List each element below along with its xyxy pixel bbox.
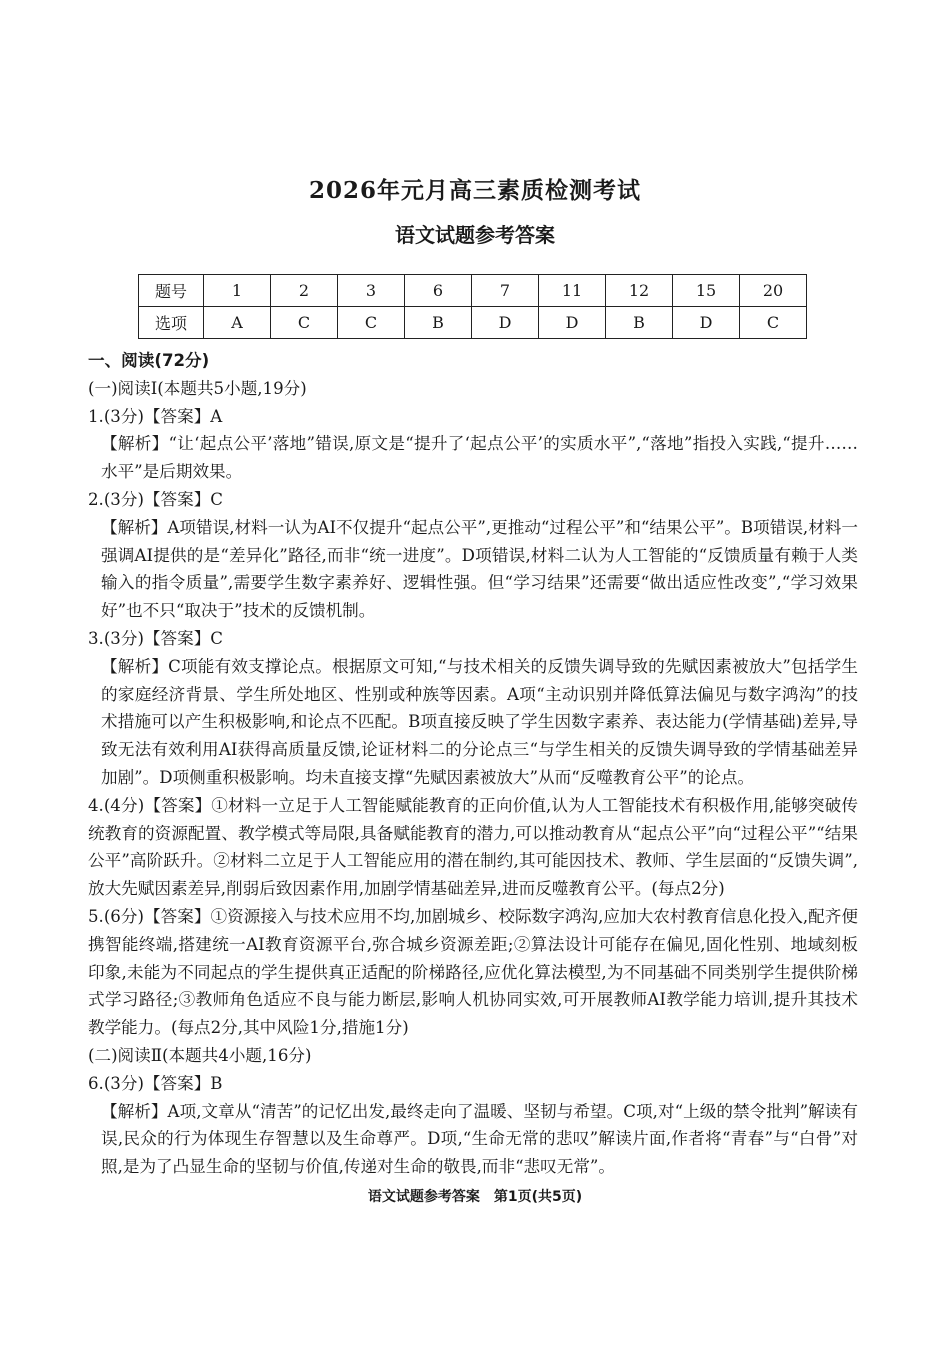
question-number-cell: 2 — [271, 275, 338, 307]
question-line: 1.(3分)【答案】A — [88, 406, 223, 426]
question-number-cell: 6 — [405, 275, 472, 307]
question-line: 2.(3分)【答案】C — [88, 489, 224, 509]
question-number-cell: 1 — [204, 275, 271, 307]
explanation-paragraph: 【解析】A项错误,材料一认为AI不仅提升“起点公平”,更推动“过程公平”和“结果公平”。B项错误,材料一强调AI提供的是“差异化”路径,而非“统一进度”。D项错误,材料二认为人工智能的“反馈质量有赖于人类输入的指令质量”,需要学生数字素养好、逻辑性强。但“学习结果”还需要“做出适应性改变”,“学习效果好”也不只“取决于”技术的反馈机制。 — [101, 517, 858, 621]
explanation-paragraph: 【解析】“让‘起点公平’落地”错误,原文是“提升了‘起点公平’的实质水平”,“落地”指投入实践,“提升……水平”是后期效果。 — [101, 434, 858, 482]
answer-choice-cell: B — [606, 307, 673, 339]
answer-body — [88, 347, 858, 1181]
explanation-paragraph: 【解析】C项能有效支撑论点。根据原文可知,“与技术相关的反馈失调导致的先赋因素被放大”包括学生的家庭经济背景、学生所处地区、性别或种族等因素。A项“主动识别并降低算法偏见与数字鸿沟”的技术措施可以产生积极影响,和论点不匹配。B项直接反映了学生因数字素养、表达能力(学情基础)差异,导致无法有效利用AI获得高质量反馈,论证材料二的分论点三“与学生相关的反馈失调导致的学情基础差异加剧”。D项侧重积极影响。均未直接支撑“先赋因素被放大”从而“反噬教育公平”的论点。 — [101, 656, 858, 787]
row-label: 题号 — [139, 275, 204, 307]
question-line: 5.(6分)【答案】①资源接入与技术应用不均,加剧城乡、校际数字鸿沟,应加大农村教育信息化投入,配齐便携智能终端,搭建统一AI教育资源平台,弥合城乡资源差距;②算法设计可能存在偏见,固化性别、地域刻板印象,未能为不同起点的学生提供真正适配的阶梯路径,应优化算法模型,为不同基础不同类别学生提供阶梯式学习路径;③教师角色适应不良与能力断层,影响人机协同实效,可开展教师AI教学能力培训,提升其技术教学能力。(每点2分,其中风险1分,措施1分) — [88, 906, 858, 1038]
explanation-paragraph: 【解析】A项,文章从“清苦”的记忆出发,最终走向了温暖、坚韧与希望。C项,对“上级的禁令批判”解读有误,民众的行为体现生存智慧以及生命尊严。D项,“生命无常的悲叹”解读片面,作者将“青春”与“白骨”对照,是为了凸显生命的坚韧与价值,传递对生命的敬畏,而非“悲叹无常”。 — [101, 1101, 858, 1177]
question-number-cell: 7 — [472, 275, 539, 307]
document-subtitle: 语文试题参考答案 — [395, 223, 555, 247]
question-line: (一)阅读Ⅰ(本题共5小题,19分) — [88, 378, 307, 398]
answer-table-row-numbers — [139, 275, 807, 307]
question-number-cell: 11 — [539, 275, 606, 307]
answer-table-row-choices — [139, 307, 807, 339]
answer-choice-cell: C — [740, 307, 807, 339]
document-title: 2026年元月高三素质检测考试 — [308, 177, 641, 204]
section-heading: 一、阅读(72分) — [88, 351, 210, 370]
question-number-cell: 12 — [606, 275, 673, 307]
question-line: 6.(3分)【答案】B — [88, 1073, 223, 1093]
answer-choice-cell: C — [338, 307, 405, 339]
question-number-cell: 3 — [338, 275, 405, 307]
question-line: 4.(4分)【答案】①材料一立足于人工智能赋能教育的正向价值,认为人工智能技术有积极作用,能够突破传统教育的资源配置、教学模式等局限,具备赋能教育的潜力,可以推动教育从“起点公平”向“过程公平”“结果公平”高阶跃升。②材料二立足于人工智能应用的潜在制约,其可能因技术、教师、学生层面的“反馈失调”,放大先赋因素差异,削弱后致因素作用,加剧学情基础差异,进而反噬教育公平。(每点2分) — [88, 795, 858, 899]
question-line: (二)阅读Ⅱ(本题共4小题,16分) — [88, 1045, 312, 1065]
question-line: 3.(3分)【答案】C — [88, 628, 224, 648]
answer-choice-cell: B — [405, 307, 472, 339]
question-number-cell: 15 — [673, 275, 740, 307]
answer-choice-cell: D — [673, 307, 740, 339]
question-number-cell: 20 — [740, 275, 807, 307]
page-footer: 语文试题参考答案 第1页(共5页) — [367, 1189, 583, 1205]
answer-choice-cell: C — [271, 307, 338, 339]
answer-choice-cell: D — [539, 307, 606, 339]
answer-choice-cell: A — [204, 307, 271, 339]
answer-table — [138, 274, 807, 339]
answer-choice-cell: D — [472, 307, 539, 339]
row-label: 选项 — [139, 307, 204, 339]
